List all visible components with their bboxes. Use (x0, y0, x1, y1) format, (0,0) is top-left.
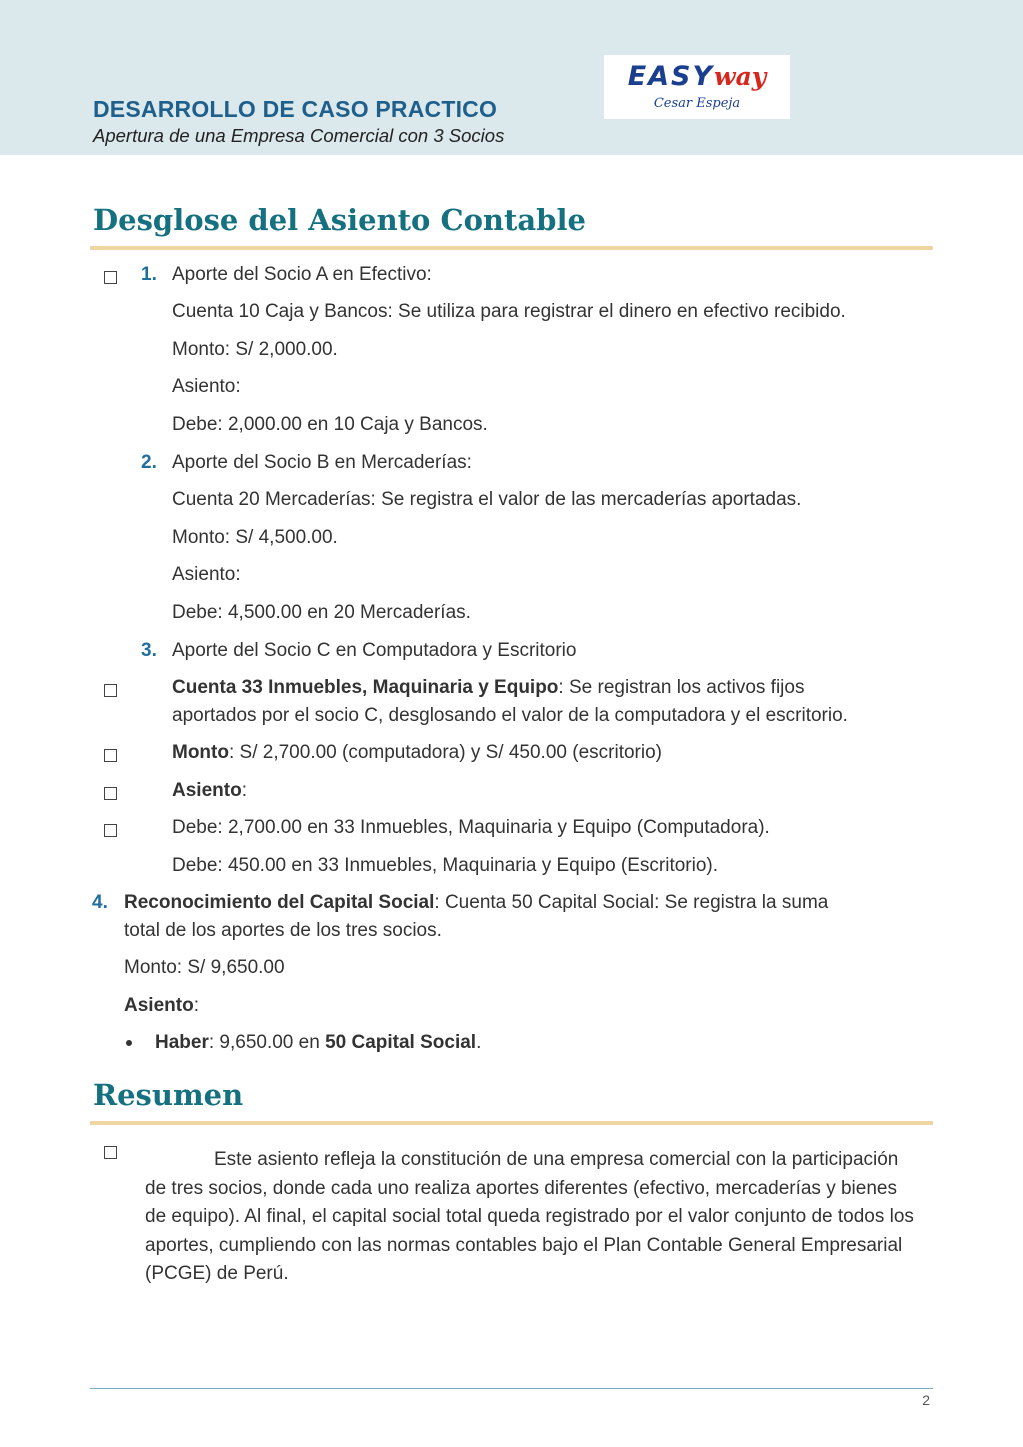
item-number: 2. (141, 452, 157, 473)
cuenta-33-text: : Se registran los activos fijos (558, 677, 805, 698)
section-rule (90, 246, 933, 250)
item-title: Aporte del Socio C en Computadora y Escritorio (172, 640, 577, 661)
logo-way-text: way (714, 62, 767, 91)
item-line: Asiento: (172, 376, 241, 397)
capital-social-continuation: total de los aportes de los tres socios. (124, 920, 442, 941)
checkbox-icon (104, 749, 117, 762)
section-heading-resumen: Resumen (93, 1078, 244, 1112)
monto-label: Monto (172, 742, 229, 763)
capital-social-text: : Cuenta 50 Capital Social: Se registra la suma (434, 892, 829, 913)
header-title: DESARROLLO DE CASO PRACTICO (93, 96, 498, 122)
debe-line: Debe: 2,700.00 en 33 Inmuebles, Maquinaria y Equipo (Computadora). (172, 817, 770, 838)
item-number: 1. (141, 264, 157, 285)
item-title: Aporte del Socio B en Mercaderías: (172, 452, 472, 473)
capital-asiento-colon: : (193, 995, 199, 1016)
cuenta-33-continuation: aportados por el socio C, desglosando el valor de la computadora y el escritorio. (172, 705, 848, 726)
item-line: Cuenta 20 Mercaderías: Se registra el valor de las mercaderías aportadas. (172, 489, 802, 510)
checkbox-icon (104, 787, 117, 800)
item-line: Monto: S/ 2,000.00. (172, 339, 338, 360)
item-line: Monto: S/ 4,500.00. (172, 527, 338, 548)
logo-tagline: Cesar Espeja (653, 96, 741, 111)
capital-social-line (124, 889, 828, 917)
header-subtitle: Apertura de una Empresa Comercial con 3 Socios (93, 125, 505, 146)
debe-line: Debe: 450.00 en 33 Inmuebles, Maquinaria y Equipo (Escritorio). (172, 855, 719, 876)
haber-account: 50 Capital Social (325, 1032, 477, 1053)
capital-monto-line: Monto: S/ 9,650.00 (124, 957, 285, 978)
section-rule (90, 1121, 933, 1125)
resumen-paragraph: Este asiento refleja la constitución de una empresa comercial con la participación de tres socios, donde cada uno realiza aportes diferentes (efectivo, mercaderías y bienes de equipo). Al final, el capital social total queda registrado por el valor conjunto de todos los aportes, cumpliendo con las normas contables bajo el Plan Contable General Empresarial (PCGE) de Perú. (145, 1149, 914, 1284)
monto-text: : S/ 2,700.00 (computadora) y S/ 450.00 (escritorio) (228, 742, 662, 763)
easyway-logo (604, 55, 790, 119)
haber-label: Haber (155, 1032, 209, 1053)
item-line: Asiento: (172, 564, 241, 585)
page-number: 2 (922, 1392, 930, 1408)
item-number: 3. (141, 640, 157, 661)
checkbox-icon (104, 271, 117, 284)
asiento-line (172, 777, 247, 805)
bullet-dot (126, 1040, 132, 1046)
logo-wordmark (604, 61, 790, 92)
capital-asiento-line (124, 992, 199, 1020)
haber-line (155, 1029, 481, 1057)
footer-rule (90, 1388, 933, 1389)
haber-text: : 9,650.00 en (208, 1032, 326, 1053)
checkbox-icon (104, 1146, 117, 1159)
capital-social-label: Reconocimiento del Capital Social (124, 892, 435, 913)
item-title: Aporte del Socio A en Efectivo: (172, 264, 432, 285)
checkbox-icon (104, 684, 117, 697)
asiento-colon: : (241, 780, 247, 801)
logo-easy-text: EASY (627, 61, 715, 92)
item-number: 4. (92, 892, 108, 913)
checkbox-icon (104, 824, 117, 837)
item-line: Debe: 4,500.00 en 20 Mercaderías. (172, 602, 471, 623)
cuenta-33-label: Cuenta 33 Inmuebles, Maquinaria y Equipo (172, 677, 559, 698)
section-heading-desglose: Desglose del Asiento Contable (93, 203, 586, 237)
asiento-label: Asiento (172, 780, 242, 801)
cuenta-33-line (172, 674, 804, 702)
monto-line (172, 739, 662, 767)
capital-asiento-label: Asiento (124, 995, 194, 1016)
item-line: Cuenta 10 Caja y Bancos: Se utiliza para registrar el dinero en efectivo recibido. (172, 301, 846, 322)
item-line: Debe: 2,000.00 en 10 Caja y Bancos. (172, 414, 488, 435)
haber-end: . (476, 1032, 482, 1053)
